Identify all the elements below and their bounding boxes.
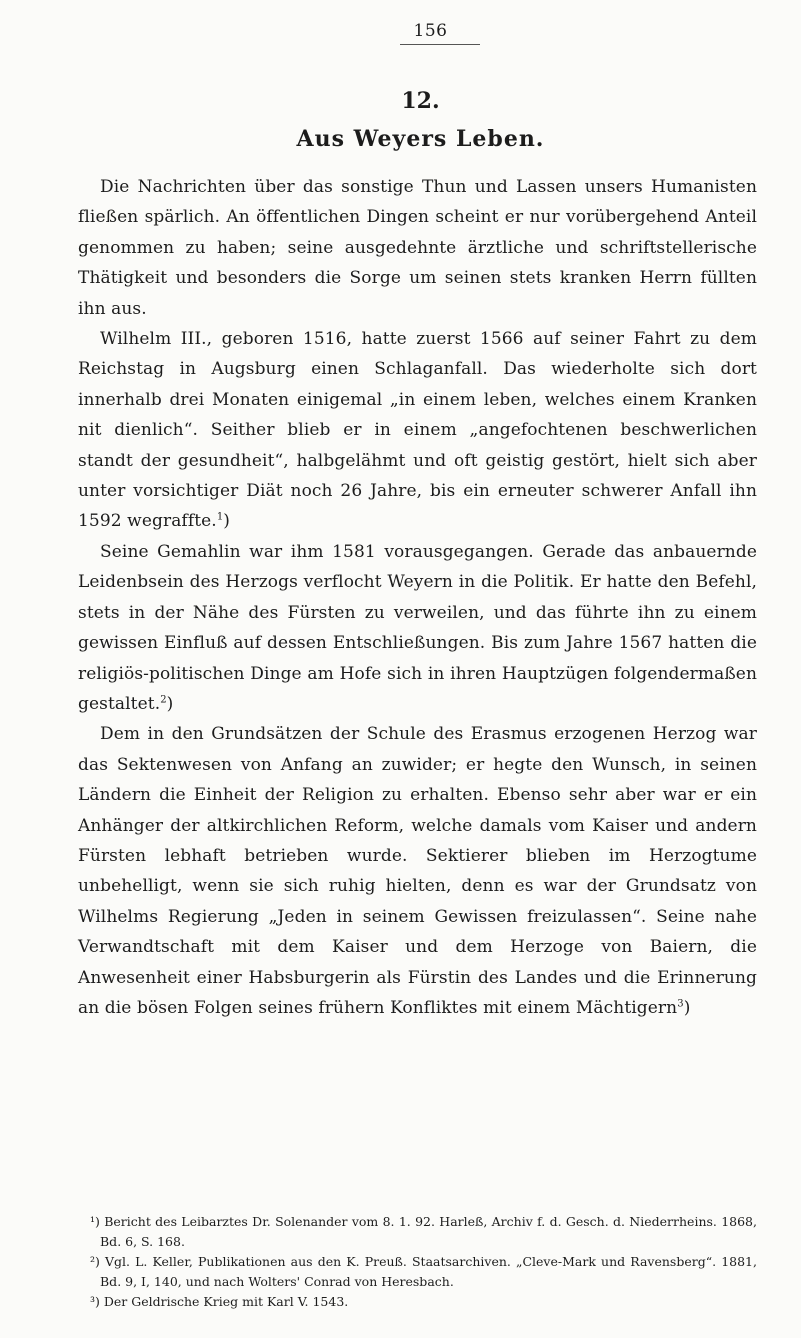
header-rule xyxy=(400,44,480,45)
footnotes xyxy=(78,1212,757,1312)
chapter-title: Aus Weyers Leben. xyxy=(296,126,545,152)
paragraph: Dem in den Grundsätzen der Schule des Erasmus erzogenen Herzog war das Sektenwesen von Anfang an zuwider; er hegte den Wunsch, in seinen Ländern die Einheit der Religion zu erhalten. Ebenso sehr aber war er ein Anhänger der altkirchlichen Reform, welche damals vom Kaiser und andern Fürsten lebhaft betrieben wurde. Sektierer blieben im Herzogtume unbehelligt, wenn sie sich ruhig hielten, denn es war der Grundsatz von Wilhelms Regierung „Jeden in seinem Gewissen freizulassen“. Seine nahe Verwandtschaft mit dem Kaiser und dem Herzoge von Baiern, die Anwesenheit einer Habsburgerin als Fürstin des Landes und die Erinnerung an die bösen Folgen seines frühern Konfliktes mit einem Mächtigern$^3$) xyxy=(78,724,757,1018)
footnote-ref: 1 xyxy=(216,511,224,523)
footnote: ²) Vgl. L. Keller, Publikationen aus den K. Preuß. Staatsarchiven. „Cleve-Mark und Ravensberg“. 1881, Bd. 9, I, 140, und nach Wolters' Conrad von Heresbach. xyxy=(90,1254,757,1289)
chapter-number: 12. xyxy=(401,88,440,114)
footnote: ¹) Bericht des Leibarztes Dr. Solenander vom 8. 1. 92. Harleß, Archiv f. d. Gesch. d. Niederrheins. 1868, Bd. 6, S. 168. xyxy=(90,1214,757,1249)
page-number: 156 xyxy=(413,21,448,41)
body-text xyxy=(78,172,757,1023)
footnote-ref: 3 xyxy=(677,998,684,1010)
paragraph: Wilhelm III., geboren 1516, hatte zuerst 1566 auf seiner Fahrt zu dem Reichstag in Augsburg einen Schlaganfall. Das wiederholte sich dort innerhalb drei Monaten einigemal „in einem leben, welches einem Kranken nit dienlich“. Seither blieb er in einem „angefochtenen beschwerlichen standt der gesundheit“, halbgelähmt und oft geistig gestört, hielt sich aber unter vorsichtiger Diät noch 26 Jahre, bis ein erneuter schwerer Anfall ihn 1592 wegraffte.$^1$) xyxy=(78,329,757,532)
footnote-ref: 2 xyxy=(160,694,167,706)
paragraph: Seine Gemahlin war ihm 1581 vorausgegangen. Gerade das anbauernde Leidenbsein des Herzogs verflocht Weyern in die Politik. Er hatte den Befehl, stets in der Nähe des Fürsten zu verweilen, und das führte ihn zu einem gewissen Einfluß auf dessen Entschließungen. Bis zum Jahre 1567 hatten die religiös-politischen Dinge am Hofe sich in ihren Hauptzügen folgendermaßen gestaltet.$^2$) xyxy=(78,541,757,714)
paragraph: Die Nachrichten über das sonstige Thun und Lassen unsers Humanisten fließen spärlich. An öffentlichen Dingen scheint er nur vorübergehend Anteil genommen zu haben; seine ausgedehnte ärztliche und schriftstellerische Thätigkeit und besonders die Sorge um seinen stets kranken Herrn füllten ihn aus. xyxy=(78,177,757,319)
footnote: ³) Der Geldrische Krieg mit Karl V. 1543. xyxy=(90,1294,349,1309)
